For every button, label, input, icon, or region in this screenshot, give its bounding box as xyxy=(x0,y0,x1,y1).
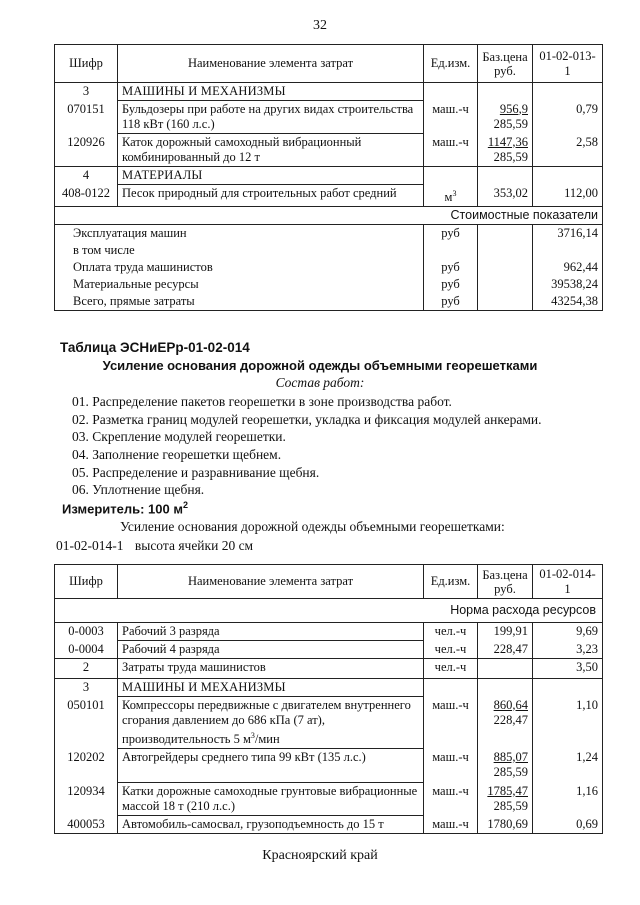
header-price xyxy=(478,45,533,83)
section-row xyxy=(55,679,603,697)
summary-label: в том числе xyxy=(55,242,424,259)
header-name: Наименование элемента затрат xyxy=(118,565,424,599)
row-value: 0,79 xyxy=(533,101,603,134)
row-price xyxy=(478,659,533,679)
section-title: МАШИНЫ И МЕХАНИЗМЫ xyxy=(118,679,424,697)
table-title: Таблица ЭСНиЕРр-01-02-014 xyxy=(60,340,250,355)
header-price-line1: Баз.цена xyxy=(482,567,528,582)
row-code: 120926 xyxy=(55,134,118,167)
table-row xyxy=(55,623,603,641)
row-code: 120934 xyxy=(55,783,118,816)
cost-indicators-note: Стоимостные показатели xyxy=(55,206,603,224)
header-price-line2: руб. xyxy=(494,63,516,78)
note-row xyxy=(55,206,603,224)
row-name: Рабочий 3 разряда xyxy=(118,623,424,641)
list-item: 04. Заполнение георешетки щебнем. xyxy=(72,447,282,463)
summary-unit: руб xyxy=(424,224,478,242)
row-price: 199,91 xyxy=(478,623,533,641)
list-item: 05. Распределение и разравнивание щебня. xyxy=(72,464,320,480)
row-name: Автогрейдеры среднего типа 99 кВт (135 л.с.) xyxy=(118,749,424,783)
section-row xyxy=(55,83,603,101)
row-name: Песок природный для строительных работ средний xyxy=(118,185,424,207)
note-row xyxy=(55,599,603,623)
header-code: Шифр xyxy=(55,45,118,83)
summary-unit: руб xyxy=(424,293,478,311)
row-unit: маш.-ч xyxy=(424,783,478,816)
row-name: Бульдозеры при работе на других видах строительства 118 кВт (160 л.с.) xyxy=(118,101,424,134)
row-unit: чел.-ч xyxy=(424,641,478,659)
table-row xyxy=(55,783,603,816)
table-header-row xyxy=(55,45,603,83)
section-number: 4 xyxy=(55,167,118,185)
row-name: Затраты труда машинистов xyxy=(118,659,424,679)
row-price xyxy=(478,697,533,749)
meter-line xyxy=(62,500,188,516)
works-heading: Состав работ: xyxy=(275,375,365,390)
row-name xyxy=(118,697,424,749)
row-value: 0,69 xyxy=(533,816,603,834)
section-title: МАТЕРИАЛЫ xyxy=(118,167,424,185)
header-norm-code: 01-02-014-1 xyxy=(533,565,603,599)
summary-value: 3716,14 xyxy=(533,224,603,242)
resource-table-014 xyxy=(54,564,603,834)
row-value: 1,24 xyxy=(533,749,603,783)
row-value: 1,16 xyxy=(533,783,603,816)
meter-label: Измеритель: 100 м xyxy=(62,501,183,517)
works-list xyxy=(72,393,541,499)
summary-label: Оплата труда машинистов xyxy=(55,259,424,276)
row-unit: маш.-ч xyxy=(424,697,478,749)
row-price-main: 1147,36 xyxy=(487,134,528,149)
row-price-main: 860,64 xyxy=(493,697,528,712)
header-name: Наименование элемента затрат xyxy=(118,45,424,83)
row-price-main: 1785,47 xyxy=(487,783,528,798)
resource-table-013 xyxy=(54,44,603,311)
row-name: Каток дорожный самоходный вибрационный комбинированный до 12 т xyxy=(118,134,424,167)
row-price xyxy=(478,134,533,167)
row-value: 2,58 xyxy=(533,134,603,167)
table-subtitle: Усиление основания дорожной одежды объемными георешетками xyxy=(102,358,538,373)
list-item: 06. Уплотнение щебня. xyxy=(72,482,205,498)
header-price-line2: руб. xyxy=(494,581,516,596)
summary-row xyxy=(55,224,603,242)
row-unit: маш.-ч xyxy=(424,101,478,134)
row-code: 2 xyxy=(55,659,118,679)
row-name: Катки дорожные самоходные грунтовые вибрационные массой 18 т (210 л.с.) xyxy=(118,783,424,816)
row-code: 408-0122 xyxy=(55,185,118,207)
table-row xyxy=(55,101,603,134)
header-unit: Ед.изм. xyxy=(424,565,478,599)
norm-code-text: высота ячейки 20 см xyxy=(134,538,254,553)
work-description: Усиление основания дорожной одежды объемными георешетками: xyxy=(120,519,505,534)
table-row xyxy=(55,816,603,834)
header-price-line1: Баз.цена xyxy=(482,49,528,64)
summary-value: 962,44 xyxy=(533,259,603,276)
row-code: 070151 xyxy=(55,101,118,134)
summary-row xyxy=(55,259,603,276)
resource-norm-note: Норма расхода ресурсов xyxy=(55,599,603,623)
row-price-main: 956,9 xyxy=(499,101,528,116)
row-price-labor: 285,59 xyxy=(493,764,528,779)
header-price xyxy=(478,565,533,599)
section-title: МАШИНЫ И МЕХАНИЗМЫ xyxy=(118,83,424,101)
summary-row xyxy=(55,242,603,259)
row-price: 1780,69 xyxy=(478,816,533,834)
section-number: 3 xyxy=(55,83,118,101)
table-row xyxy=(55,749,603,783)
row-code: 400053 xyxy=(55,816,118,834)
row-unit: чел.-ч xyxy=(424,623,478,641)
row-price-labor: 285,59 xyxy=(493,149,528,164)
summary-label: Эксплуатация машин xyxy=(55,224,424,242)
row-value: 3,23 xyxy=(533,641,603,659)
header-norm-code: 01-02-013-1 xyxy=(533,45,603,83)
row-name-line3 xyxy=(122,728,419,747)
row-name-line1: Компрессоры передвижные с двигателем внутреннего xyxy=(122,698,411,712)
row-value: 9,69 xyxy=(533,623,603,641)
row-price: 228,47 xyxy=(478,641,533,659)
row-name-line3-text: производительность 5 м xyxy=(122,732,251,747)
row-name-line3-tail: /мин xyxy=(254,732,280,747)
row-unit-text: м xyxy=(444,189,453,204)
row-unit: чел.-ч xyxy=(424,659,478,679)
header-code: Шифр xyxy=(55,565,118,599)
table-header-row xyxy=(55,565,603,599)
table-row xyxy=(55,659,603,679)
row-unit: маш.-ч xyxy=(424,749,478,783)
row-value: 1,10 xyxy=(533,697,603,749)
summary-value: 39538,24 xyxy=(533,276,603,293)
row-code: 0-0004 xyxy=(55,641,118,659)
summary-value: 43254,38 xyxy=(533,293,603,311)
table-row xyxy=(55,697,603,749)
row-price-labor: 285,59 xyxy=(493,116,528,131)
row-price xyxy=(478,783,533,816)
list-item: 01. Распределение пакетов георешетки в зоне производства работ. xyxy=(72,394,452,409)
section-row xyxy=(55,167,603,185)
row-unit xyxy=(424,185,478,207)
row-name: Автомобиль-самосвал, грузоподъемность до 15 т xyxy=(118,816,424,834)
summary-row xyxy=(55,276,603,293)
header-unit: Ед.изм. xyxy=(424,45,478,83)
row-price-labor: 285,59 xyxy=(493,798,528,813)
page-number: 32 xyxy=(313,18,327,33)
list-item: 02. Разметка границ модулей георешетки, укладка и фиксация модулей анкерами. xyxy=(72,411,542,427)
row-unit: маш.-ч xyxy=(424,816,478,834)
summary-unit: руб xyxy=(424,276,478,293)
row-name-sup: 3 xyxy=(250,731,255,740)
row-price-labor: 228,47 xyxy=(493,712,528,727)
norm-code-line xyxy=(56,538,261,554)
table-row xyxy=(55,641,603,659)
row-name-line2: сгорания давлением до 686 кПа (7 ат), xyxy=(122,713,325,727)
row-unit-sup: 3 xyxy=(452,188,457,198)
row-value: 3,50 xyxy=(533,659,603,679)
row-price xyxy=(478,749,533,783)
row-price: 353,02 xyxy=(478,185,533,207)
row-value: 112,00 xyxy=(533,185,603,207)
table-row xyxy=(55,134,603,167)
meter-sup: 2 xyxy=(182,500,188,510)
summary-row xyxy=(55,293,603,311)
row-code: 120202 xyxy=(55,749,118,783)
row-price-main: 885,07 xyxy=(493,749,528,764)
list-item: 03. Скрепление модулей георешетки. xyxy=(72,429,286,445)
section-number: 3 xyxy=(55,679,118,697)
norm-code: 01-02-014-1 xyxy=(56,538,124,553)
row-price xyxy=(478,101,533,134)
footer-region: Красноярский край xyxy=(262,848,378,863)
row-code: 0-0003 xyxy=(55,623,118,641)
row-code: 050101 xyxy=(55,697,118,749)
row-unit: маш.-ч xyxy=(424,134,478,167)
summary-label: Материальные ресурсы xyxy=(55,276,424,293)
row-name: Рабочий 4 разряда xyxy=(118,641,424,659)
summary-label: Всего, прямые затраты xyxy=(55,293,424,311)
table-row xyxy=(55,185,603,207)
summary-unit: руб xyxy=(424,259,478,276)
